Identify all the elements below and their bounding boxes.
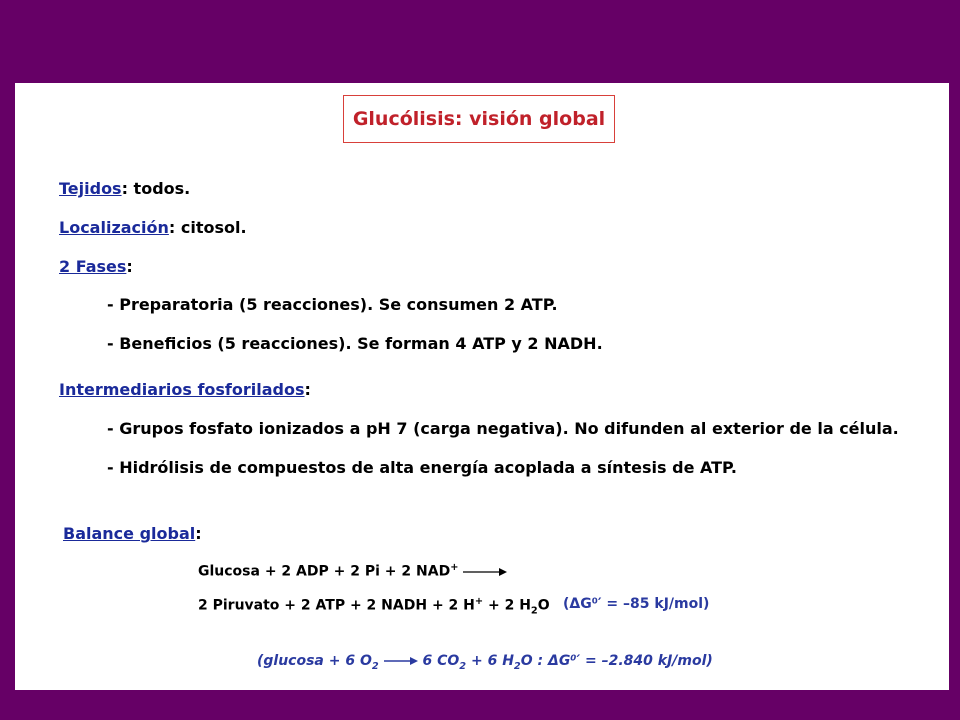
intermediario-item: - Grupos fosfato ionizados a pH 7 (carga negativa). No difunden al exterior de la célula.	[107, 419, 899, 438]
fase-item: - Preparatoria (5 reacciones). Se consumen 2 ATP.	[107, 295, 558, 314]
h2o-sub: 2	[513, 660, 521, 672]
tejidos-line	[59, 179, 190, 198]
h-charge: +	[474, 596, 484, 607]
fases-line	[59, 257, 133, 276]
reaction-arrow-icon	[463, 567, 507, 577]
co2-sub: 2	[459, 660, 467, 672]
intermediarios-line	[59, 380, 311, 399]
nad-charge: +	[450, 562, 459, 573]
tejidos-value: : todos.	[121, 179, 191, 198]
localizacion-value: : citosol.	[168, 218, 247, 237]
oxidation-delta-g: O : ΔG⁰′ = –2.840 kJ/mol)	[520, 653, 713, 669]
tejidos-label: Tejidos	[59, 179, 122, 198]
fases-label: 2 Fases	[59, 257, 127, 276]
reactants-text: Glucosa + 2 ADP + 2 Pi + 2 NAD	[198, 563, 451, 580]
balance-line	[63, 524, 202, 543]
balance-colon: :	[195, 524, 202, 543]
fases-colon: :	[126, 257, 133, 276]
equation-complete-oxidation	[257, 653, 713, 672]
products-text: 2 Piruvato + 2 ATP + 2 NADH + 2 H	[198, 597, 475, 614]
delta-g-preparatory: (ΔG⁰′ = –85 kJ/mol)	[563, 596, 710, 612]
intermediario-item: - Hidrólisis de compuestos de alta energía acoplada a síntesis de ATP.	[107, 458, 737, 477]
intermediarios-colon: :	[304, 380, 311, 399]
oxidation-reactants: (glucosa + 6 O	[257, 653, 372, 669]
o2-sub: 2	[371, 660, 379, 672]
page-title: Glucólisis: visión global	[352, 108, 606, 130]
water-h: + 2 H	[483, 597, 531, 614]
slide	[15, 83, 949, 690]
water-o: O	[537, 597, 550, 614]
localizacion-line	[59, 218, 247, 237]
oxidation-arrow-icon	[384, 656, 418, 666]
water-sub: 2	[530, 605, 538, 617]
equation-reactants	[198, 562, 507, 580]
balance-label: Balance global	[63, 524, 196, 543]
title-box	[343, 95, 615, 143]
equation-products	[198, 596, 550, 616]
h2o-h: + 6 H	[466, 653, 514, 669]
localizacion-label: Localización	[59, 218, 169, 237]
co2-text: 6 CO	[422, 653, 460, 669]
fase-item: - Beneficios (5 reacciones). Se forman 4 ATP y 2 NADH.	[107, 334, 603, 353]
intermediarios-label: Intermediarios fosforilados	[59, 380, 305, 399]
